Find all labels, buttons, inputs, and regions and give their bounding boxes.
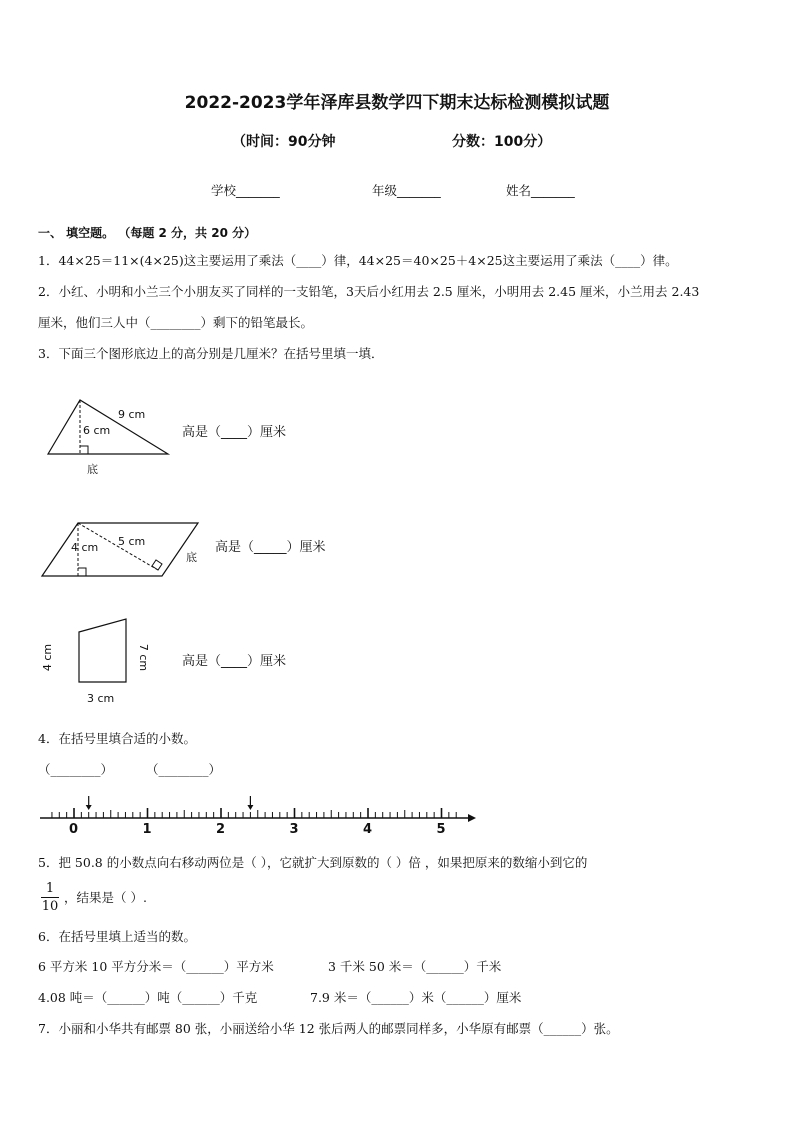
school-field[interactable]: 学校_______ bbox=[211, 183, 280, 198]
numberline-blank-2[interactable]: （________） bbox=[146, 762, 222, 777]
question-7: 7．小丽和小华共有邮票 80 张，小丽送给小华 12 张后两人的邮票同样多，小华原有邮票（______）张。 bbox=[38, 1021, 619, 1036]
question-4: 4．在括号里填合适的小数。 bbox=[38, 731, 196, 746]
triangle-answer[interactable]: 高是（____）厘米 bbox=[182, 425, 287, 440]
question-6-d[interactable]: 7.9 米＝（______）米（______）厘米 bbox=[310, 990, 522, 1005]
exam-time: （时间：90分钟 bbox=[232, 134, 336, 150]
trapezoid-right-label: 7 cm bbox=[137, 643, 151, 672]
question-6-b[interactable]: 3 千米 50 米＝（______）千米 bbox=[328, 959, 502, 974]
numberline-label-0: 0 bbox=[69, 822, 79, 837]
numberline-label-4: 4 bbox=[363, 822, 373, 837]
numberline-arrow-1 bbox=[86, 796, 92, 810]
question-2-line-2: 厘米，他们三人中（________）剩下的铅笔最长。 bbox=[38, 315, 314, 330]
question-3: 3．下面三个图形底边上的高分别是几厘米？在括号里填一填． bbox=[38, 346, 384, 361]
question-2-line-1: 2．小红、小明和小兰三个小朋友买了同样的一支铅笔，3天后小红用去 2.5 厘米，小明用去 2.45 厘米，小兰用去 2.43 bbox=[38, 284, 700, 299]
question-1: 1．44×25＝11×(4×25)这主要运用了乘法（____）律，44×25＝40×25＋4×25这主要运用了乘法（____）律。 bbox=[38, 253, 678, 268]
numberline-blank-1[interactable]: （________） bbox=[38, 762, 114, 777]
trapezoid-left-label: 4 cm bbox=[41, 643, 55, 672]
number-line bbox=[0, 0, 1, 1]
question-6-c[interactable]: 4.08 吨＝（______）吨（______）千克 bbox=[38, 990, 258, 1005]
fraction-one-tenth bbox=[38, 880, 62, 915]
triangle-side-label: 9 cm bbox=[118, 408, 146, 421]
page-title: 2022-2023学年泽库县数学四下期末达标检测模拟试题 bbox=[184, 93, 610, 113]
parallelogram-diag-label: 5 cm bbox=[118, 535, 146, 548]
question-6-a[interactable]: 6 平方米 10 平方分米＝（______）平方米 bbox=[38, 959, 274, 974]
section-heading: 一、 填空题。 （每题 2 分，共 20 分） bbox=[38, 226, 257, 240]
question-5-line-2: ，结果是（ ）. bbox=[64, 890, 147, 905]
numberline-arrow-2 bbox=[247, 796, 253, 810]
fraction-denominator: 10 bbox=[41, 899, 59, 914]
numberline-label-5: 5 bbox=[436, 822, 446, 837]
name-field[interactable]: 姓名_______ bbox=[506, 183, 575, 198]
numberline-label-1: 1 bbox=[142, 822, 152, 837]
parallelogram-height-label: 4 cm bbox=[71, 541, 99, 554]
numberline-label-2: 2 bbox=[216, 822, 226, 837]
exam-score: 分数：100分） bbox=[452, 134, 552, 150]
trapezoid-answer[interactable]: 高是（____）厘米 bbox=[182, 654, 287, 669]
parallelogram-answer[interactable]: 高是（_____）厘米 bbox=[215, 540, 326, 555]
trapezoid-bottom-label: 3 cm bbox=[87, 692, 115, 705]
triangle-base-label: 底 bbox=[87, 463, 98, 476]
question-5-line-1: 5．把 50.8 的小数点向右移动两位是（ ），它就扩大到原数的（ ）倍 ，如果把原来的数缩小到它的 bbox=[38, 855, 588, 870]
question-6: 6．在括号里填上适当的数。 bbox=[38, 929, 196, 944]
grade-field[interactable]: 年级_______ bbox=[372, 183, 441, 198]
parallelogram-base-label: 底 bbox=[186, 551, 197, 564]
triangle-height-label: 6 cm bbox=[83, 424, 111, 437]
numberline-label-3: 3 bbox=[289, 822, 299, 837]
fraction-numerator: 1 bbox=[45, 881, 55, 896]
